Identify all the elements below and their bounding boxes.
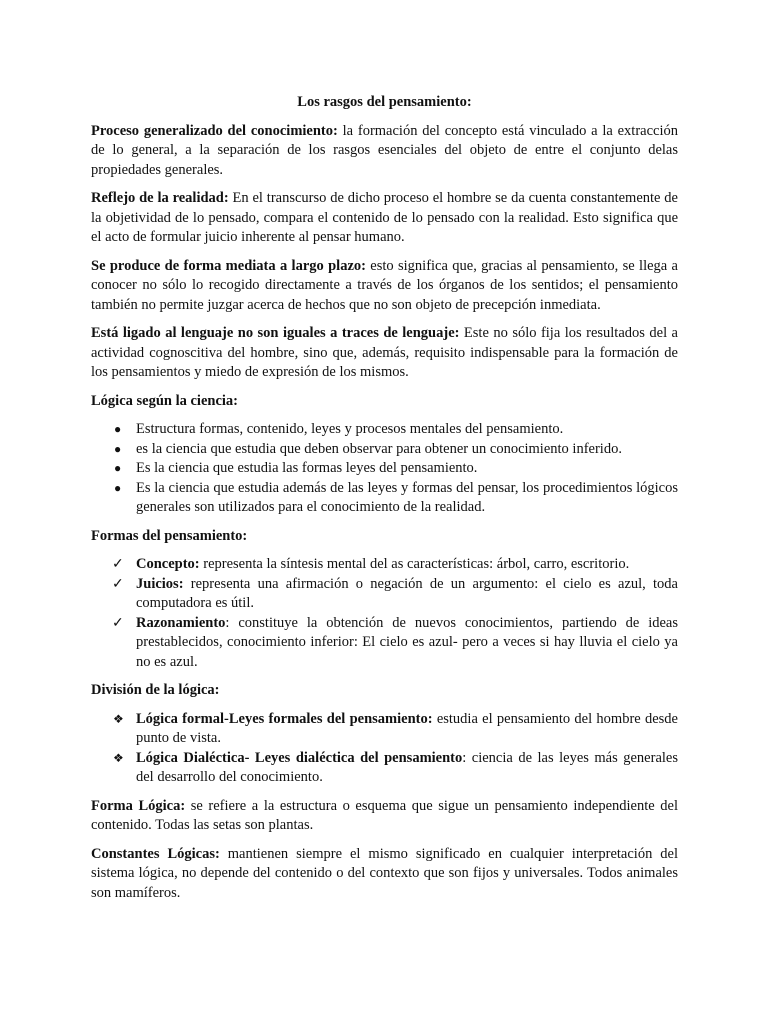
term: Constantes Lógicas: — [91, 845, 220, 862]
term: Lógica formal-Leyes formales del pensamiento: — [136, 710, 433, 727]
list-item — [91, 420, 678, 440]
paragraph-proceso — [91, 122, 678, 181]
paragraph-text: la formación del concepto está vinculado a la extracción de lo general, a la separación de los rasgos esenciales del objeto de entre el conjunto delas propiedades generales. — [91, 122, 678, 178]
list-item — [91, 575, 678, 614]
section-heading-formas: Formas del pensamiento: — [91, 527, 248, 544]
paragraph-constantes-logicas — [91, 845, 678, 904]
term: Reflejo de la realidad: — [91, 190, 229, 206]
term: Juicios: — [136, 575, 184, 592]
bullet-icon: ● — [114, 461, 122, 475]
checkmark-icon: ✓ — [112, 576, 124, 592]
list-item — [91, 555, 678, 575]
list-item-text: representa la síntesis mental del as características: árbol, carro, escritorio. — [199, 556, 630, 572]
paragraph-forma-logica — [91, 797, 678, 836]
formas-list — [91, 555, 678, 672]
section-heading-logica: Lógica según la ciencia: — [91, 392, 239, 409]
term: Concepto: — [136, 556, 200, 572]
list-item-text: es la ciencia que estudia que deben observar para obtener un conocimiento inferido. — [136, 440, 622, 457]
paragraph-text: se refiere a la estructura o esquema que sigue un pensamiento independiente del contenido. Todas las setas son plantas. — [91, 797, 678, 833]
checkmark-icon: ✓ — [112, 615, 124, 631]
paragraph-lenguaje — [91, 324, 678, 383]
term: Lógica Dialéctica- Leyes dialéctica del pensamiento — [136, 749, 463, 766]
checkmark-icon: ✓ — [112, 557, 124, 572]
term: Está ligado al lenguaje no son iguales a traces de lenguaje: — [91, 325, 460, 341]
diamond-icon: ❖ — [113, 750, 124, 765]
list-item — [91, 749, 678, 788]
document-body — [91, 93, 678, 912]
list-item-text: representa una afirmación o negación de un argumento: el cielo es azul, toda computadora es útil. — [136, 575, 678, 611]
list-item-text: Estructura formas, contenido, leyes y procesos mentales del pensamiento. — [136, 421, 564, 437]
term: Forma Lógica: — [91, 797, 186, 814]
paragraph-text: En el transcurso de dicho proceso el hombre se da cuenta constantemente de la objetividad de lo pensado, compara el contenido de lo pensado con la realidad. Esto significa que el acto de formular juicio inherente al pensar humano. — [91, 190, 678, 245]
logica-list — [91, 420, 678, 518]
paragraph-text: Este no sólo fija los resultados del a actividad cognoscitiva del hombre, sino que, además, requisito indispensable para la formación de los pensamientos y miedo de expresión de los mismos. — [91, 325, 678, 380]
bullet-icon: ● — [114, 422, 122, 436]
list-item-text: estudia el pensamiento del hombre desde punto de vista. — [136, 710, 678, 746]
page-title: Los rasgos del pensamiento: — [297, 94, 472, 110]
bullet-icon: ● — [114, 441, 122, 456]
list-item-text: Es la ciencia que estudia además de las leyes y formas del pensar, los procedimientos lógicos generales son utilizados para el conocimiento de la realidad. — [136, 479, 678, 515]
list-item — [91, 710, 678, 749]
list-item-text: : ciencia de las leyes más generales del desarrollo del conocimiento. — [136, 749, 678, 785]
paragraph-text: mantienen siempre el mismo significado en cualquier interpretación del sistema lógica, no depende del contenido o del contexto que son fijos y universales. Todos animales son mamíferos. — [91, 845, 678, 901]
list-item-text: Es la ciencia que estudia las formas leyes del pensamiento. — [136, 460, 478, 476]
bullet-icon: ● — [114, 480, 122, 495]
list-item — [91, 440, 678, 460]
paragraph-mediata — [91, 257, 678, 316]
term: Se produce de forma mediata a largo plazo: — [91, 257, 366, 274]
term: Proceso generalizado del conocimiento: — [91, 122, 338, 139]
paragraph-text: esto significa que, gracias al pensamiento, se llega a conocer no sólo lo recogido directamente a través de los órganos de los sentidos; el pensamiento también no permite juzgar acerca de hechos que no son objeto de precepción inmediata. — [91, 257, 678, 313]
list-item — [91, 459, 678, 479]
section-heading-division: División de la lógica: — [91, 682, 220, 698]
list-item — [91, 479, 678, 518]
term: Razonamiento — [136, 614, 226, 631]
list-item — [91, 614, 678, 673]
division-list — [91, 710, 678, 788]
paragraph-reflejo — [91, 189, 678, 248]
diamond-icon: ❖ — [113, 711, 124, 726]
list-item-text: : constituye la obtención de nuevos conocimientos, partiendo de ideas prestablecidos, conocimiento inferior: El cielo es azul- pero a veces si hay lluvia el cielo ya no es azul. — [136, 614, 678, 670]
